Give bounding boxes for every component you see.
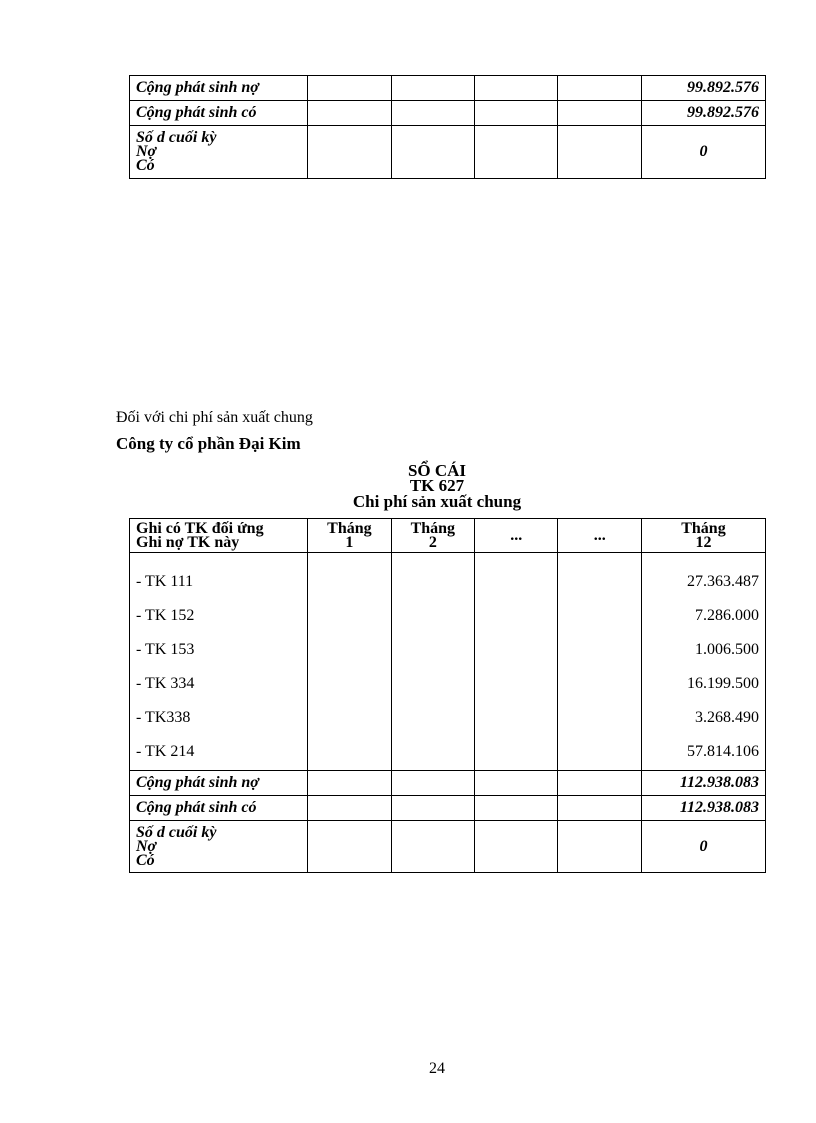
list-item: 3.268.490 xyxy=(695,709,759,726)
table-row-accounts xyxy=(130,553,766,771)
debit-total-label: Cộng phát sinh nợ xyxy=(130,76,308,101)
page-number: 24 xyxy=(429,1060,445,1077)
ending-balance-label: Số d cuối kỳ Nợ Có xyxy=(130,821,308,873)
header-month-1: Tháng 1 xyxy=(308,519,391,553)
list-item: - TK 111 xyxy=(136,573,194,590)
credit-total-label: Cộng phát sinh có xyxy=(130,796,308,821)
list-item: - TK 334 xyxy=(136,675,195,692)
account-list xyxy=(130,553,308,771)
debit-total-value: 112.938.083 xyxy=(641,771,765,796)
ledger-account: TK 627 xyxy=(409,476,465,495)
ending-balance-label: Số d cuối kỳ Nợ Có xyxy=(130,126,308,179)
table-row xyxy=(130,76,766,101)
header-ellipsis-2: ... xyxy=(558,519,641,553)
amount-list xyxy=(641,553,765,771)
credit-total-value: 99.892.576 xyxy=(641,101,765,126)
list-item: 7.286.000 xyxy=(695,607,759,624)
header-month-12: Tháng 12 xyxy=(641,519,765,553)
ending-balance-value: 0 xyxy=(641,821,765,873)
list-item: 1.006.500 xyxy=(695,641,759,658)
list-item: - TK 153 xyxy=(136,641,195,658)
debit-total-label: Cộng phát sinh nợ xyxy=(130,771,308,796)
list-item: - TK 214 xyxy=(136,743,195,760)
table-row xyxy=(130,796,766,821)
table-row xyxy=(130,126,766,179)
table-row xyxy=(130,821,766,873)
top-ledger-table xyxy=(129,75,766,179)
company-name: Công ty cổ phần Đại Kim xyxy=(116,434,301,453)
debit-total-value: 99.892.576 xyxy=(641,76,765,101)
table-row xyxy=(130,101,766,126)
list-item: 27.363.487 xyxy=(687,573,759,590)
section-intro: Đối với chi phí sản xuất chung xyxy=(116,409,313,426)
table-row xyxy=(130,771,766,796)
ledger-table xyxy=(129,518,766,873)
ending-balance-value: 0 xyxy=(641,126,765,179)
credit-total-label: Cộng phát sinh có xyxy=(130,101,308,126)
list-item: 16.199.500 xyxy=(687,675,759,692)
header-month-2: Tháng 2 xyxy=(391,519,474,553)
header-account-label: Ghi có TK đối ứng Ghi nợ TK này xyxy=(130,519,308,553)
credit-total-value: 112.938.083 xyxy=(641,796,765,821)
header-ellipsis-1: ... xyxy=(475,519,558,553)
ledger-title: SỔ CÁI xyxy=(407,461,467,480)
table-header-row xyxy=(130,519,766,553)
list-item: 57.814.106 xyxy=(687,743,759,760)
list-item: - TK338 xyxy=(136,709,191,726)
ledger-subtitle: Chi phí sản xuất chung xyxy=(352,492,522,511)
list-item: - TK 152 xyxy=(136,607,195,624)
